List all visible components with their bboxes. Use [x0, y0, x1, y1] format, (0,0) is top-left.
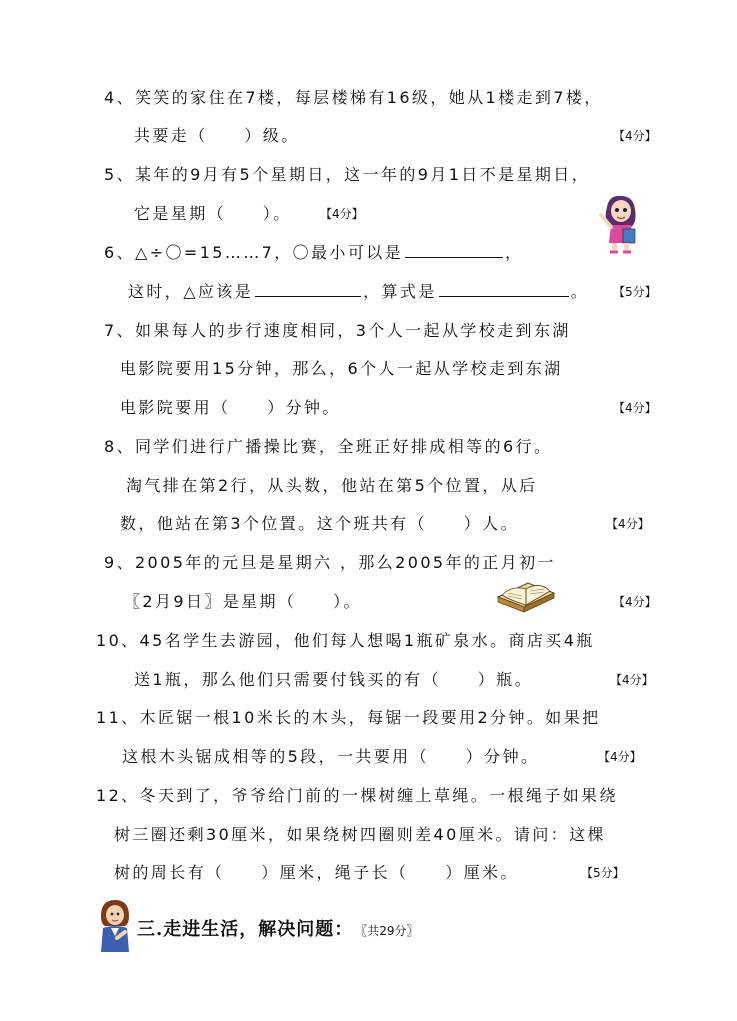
problem-6-comma: ，	[505, 243, 524, 262]
problem-9-points: 【4分】	[613, 595, 657, 609]
problem-6-expression: 6、△÷〇=15……7，〇最小可以是	[104, 243, 404, 262]
problem-6-formula-text: ，算式是	[363, 282, 437, 301]
open-book-icon	[494, 575, 558, 615]
problem-8-points: 【4分】	[606, 517, 650, 531]
problem-4-line-1: 4、笑笑的家住在7楼，每层楼梯有16级，她从1楼走到7楼，	[104, 88, 603, 107]
cartoon-girl-icon	[597, 193, 643, 255]
problem-12-line-3: 树的周长有（ ）厘米，绳子长（ ）厘米。	[114, 863, 519, 882]
problem-6-points: 【5分】	[613, 285, 657, 299]
problem-12-line-1: 12、冬天到了，爷爷给门前的一棵树缠上草绳。一根绳子如果绕	[96, 786, 618, 805]
problem-10-points: 【4分】	[610, 673, 654, 687]
problem-10-line-2: 送1瓶，那么他们只需要付钱买的有（ ）瓶。	[134, 670, 533, 689]
problem-9-line-2: 〖2月9日〗是星期（ ）。	[124, 592, 362, 611]
answer-blank[interactable]	[255, 281, 361, 297]
answer-blank[interactable]	[405, 242, 503, 258]
problem-12-line-2: 树三圈还剩30厘米，如果绕树四圈则差40厘米。请问：这棵	[114, 825, 606, 844]
problem-4-line-2: 共要走（ ）级。	[134, 126, 300, 145]
problem-5-points: 【4分】	[320, 207, 364, 221]
problem-7-points: 【4分】	[613, 401, 657, 415]
problem-12-points: 【5分】	[581, 866, 625, 880]
problem-5-line-2: 它是星期（ ）。	[134, 204, 292, 223]
problem-8-line-2: 淘气排在第2行，从头数，他站在第5个位置，从后	[126, 476, 538, 495]
problem-7-line-3: 电影院要用（ ）分钟。	[120, 398, 341, 417]
problem-11-line-1: 11、木匠锯一根10米长的木头，每锯一段要用2分钟。如果把	[96, 708, 601, 727]
problem-8-line-1: 8、同学们进行广播操比赛，全班正好排成相等的6行。	[104, 437, 553, 456]
teacher-icon	[95, 898, 135, 954]
problem-6-line-1	[104, 242, 523, 264]
answer-blank[interactable]	[439, 281, 569, 297]
problem-7-line-1: 7、如果每人的步行速度相同，3个人一起从学校走到东湖	[104, 321, 571, 340]
problem-6-triangle-text: 这时，△应该是	[128, 282, 254, 301]
problem-7-line-2: 电影院要用15分钟，那么，6个人一起从学校走到东湖	[120, 359, 563, 378]
section-3-heading	[137, 915, 419, 941]
problem-11-line-2: 这根木头锯成相等的5段，一共要用（ ）分钟。	[122, 747, 540, 766]
problem-9-line-1: 9、2005年的元旦是星期六 ，那么2005年的正月初一	[104, 553, 556, 572]
section-3-title: 三.走进生活，解决问题：	[137, 919, 354, 940]
section-3-score: 〖共29分〗	[361, 924, 419, 938]
problem-10-line-1: 10、45名学生去游园，他们每人想喝1瓶矿泉水。商店买4瓶	[96, 631, 595, 650]
problem-4-points: 【4分】	[613, 129, 657, 143]
problem-5-line-1: 5、某年的9月有5个星期日，这一年的9月1日不是星期日，	[104, 165, 591, 184]
problem-11-points: 【4分】	[598, 750, 642, 764]
problem-6-line-2	[128, 281, 589, 303]
problem-6-period: 。	[570, 282, 590, 301]
problem-8-line-3: 数，他站在第3个位置。这个班共有（ ）人。	[120, 514, 519, 533]
